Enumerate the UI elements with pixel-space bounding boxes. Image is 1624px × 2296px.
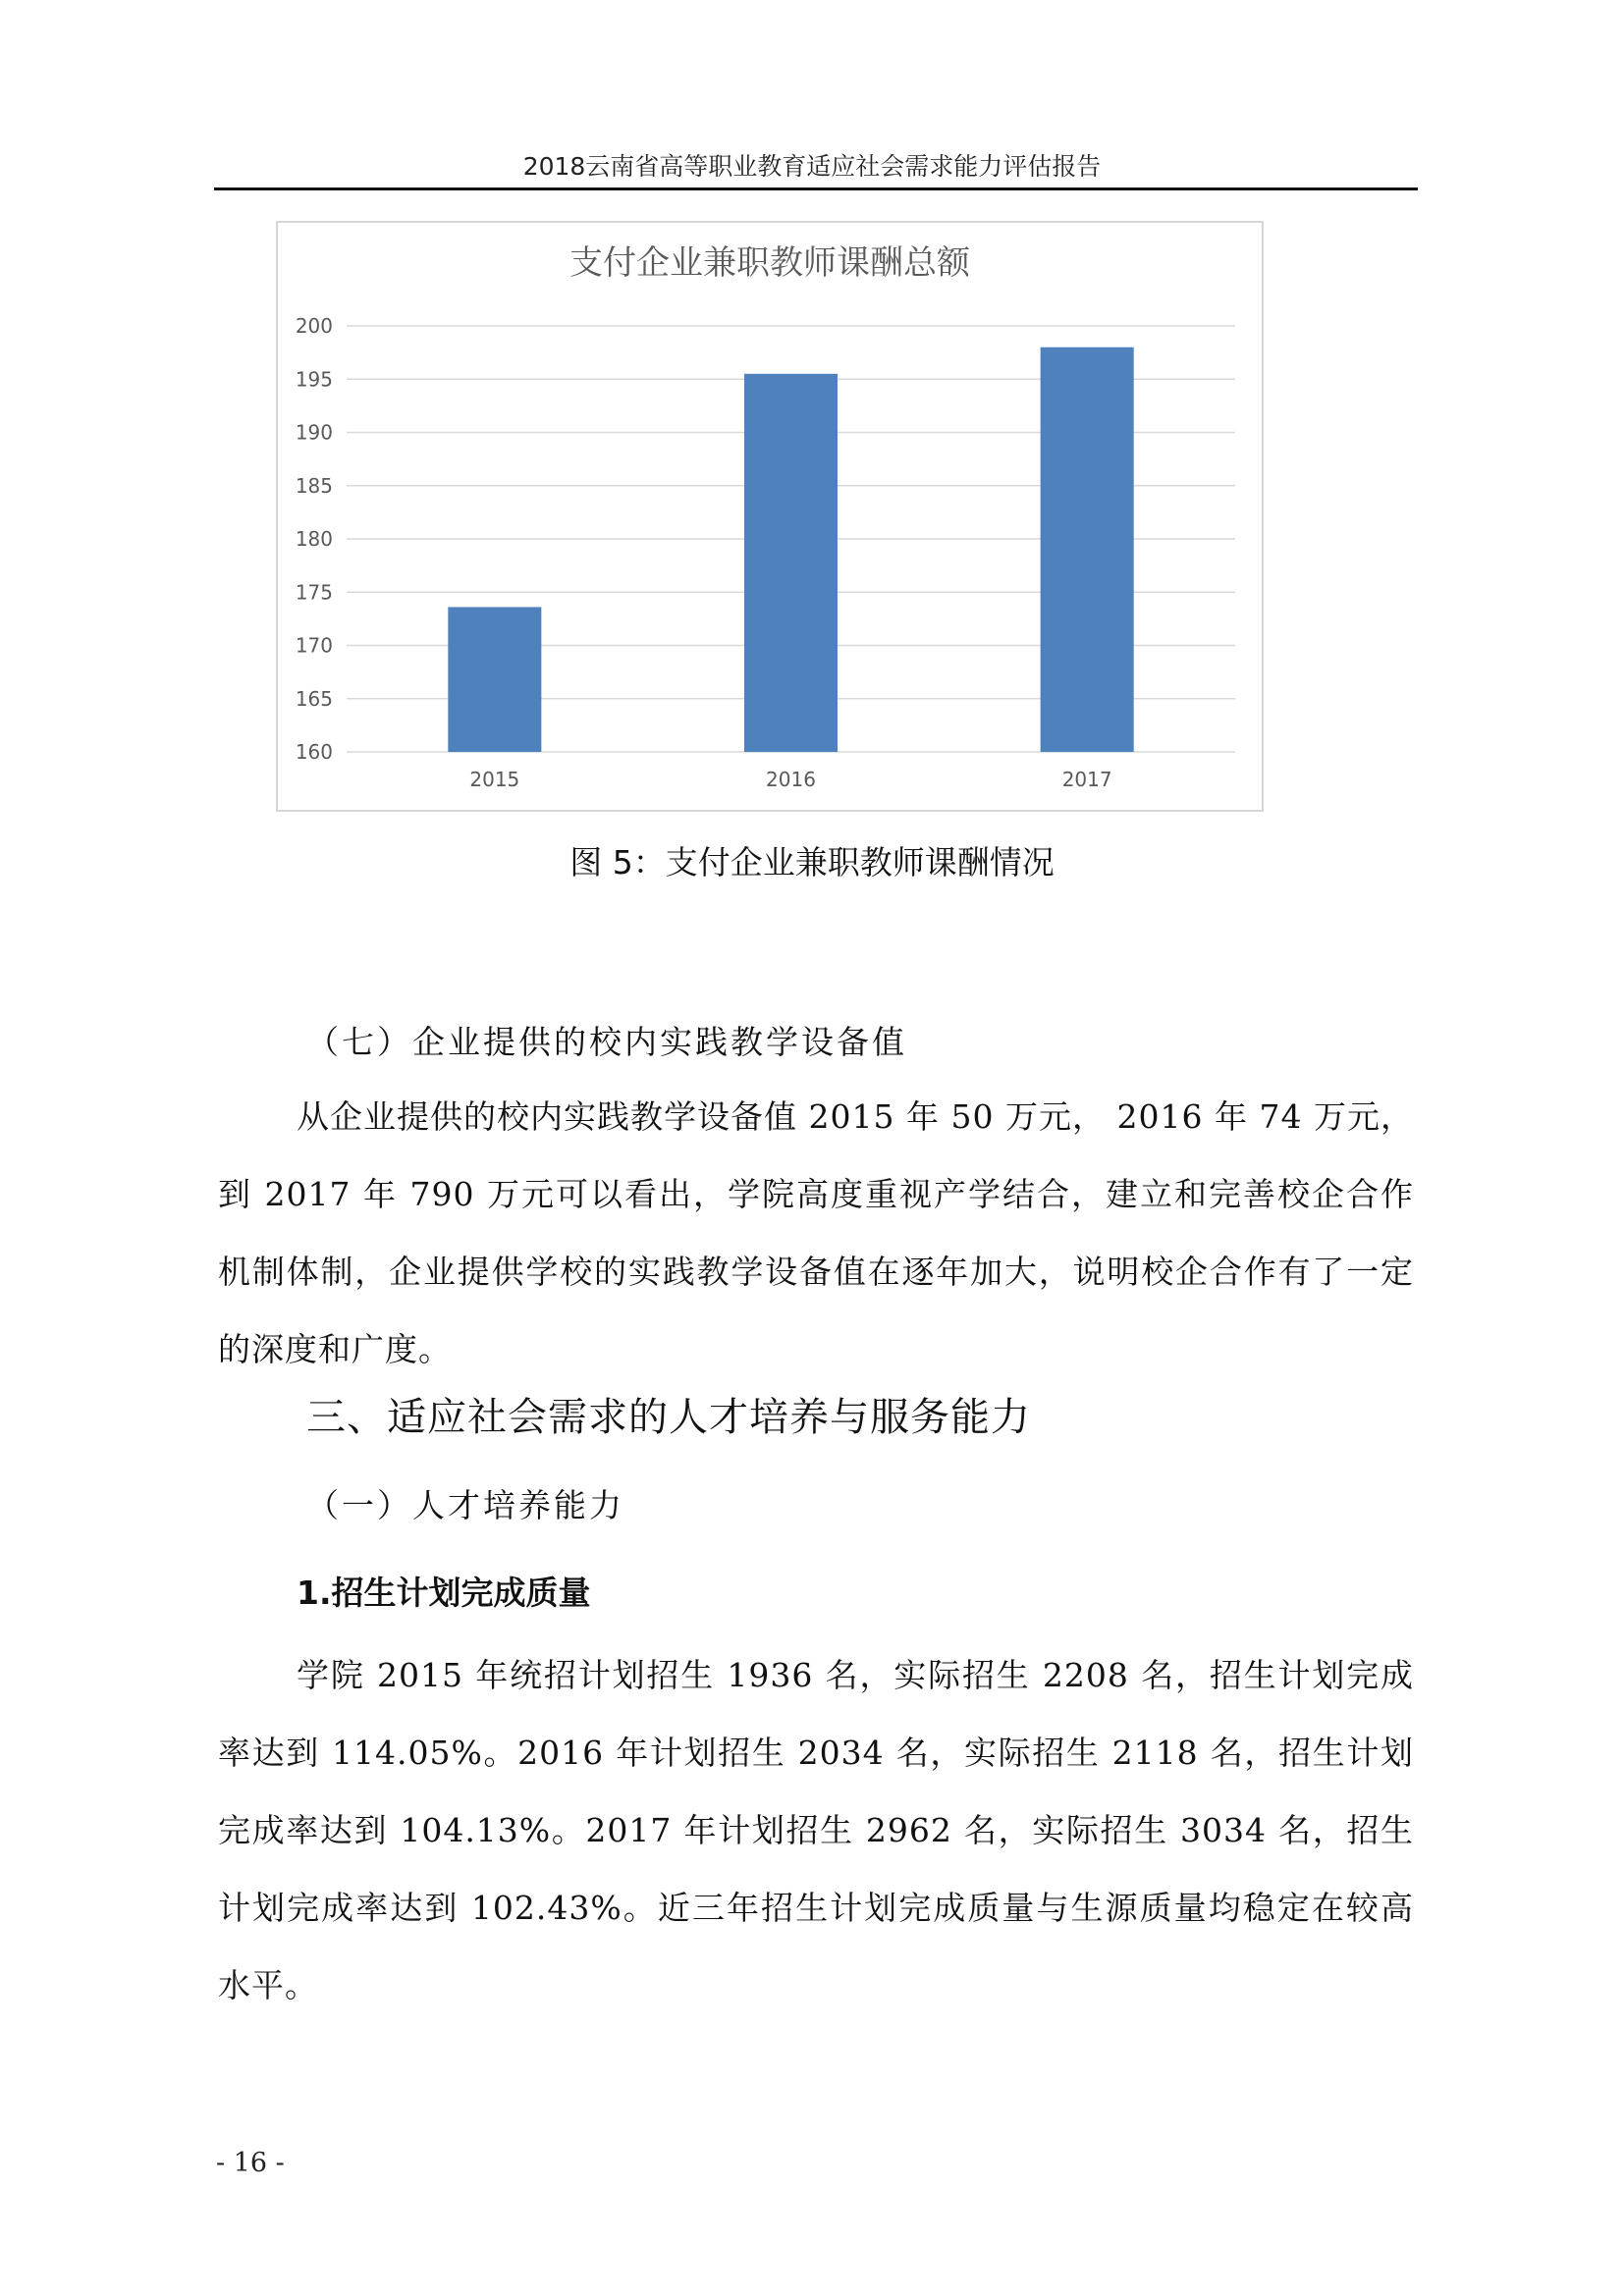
bar-2016 — [744, 374, 838, 752]
subheading-talent-training: （一）人才培养能力 — [306, 1486, 624, 1524]
page-number: - 16 - — [216, 2148, 285, 2178]
y-tick-label: 160 — [295, 740, 333, 764]
y-tick-label: 200 — [295, 314, 333, 338]
figure-caption: 图 5：支付企业兼职教师课酬情况 — [569, 843, 1055, 881]
x-tick-label: 2015 — [469, 768, 520, 791]
bar-2017 — [1041, 347, 1134, 752]
paragraph-enrollment: 学院 2015 年统招计划招生 1936 名，实际招生 2208 名，招生计划完成率达到 114.05%。2016 年计划招生 2034 名，实际招生 2118 名，招生计划完成率达到 104.13%。2017 年计划招生 2962 名，实际招生 3034 名，招生计划完成率达到 102.43%。近三年招生计划完成质量与生源质量均稳定在较高水平。 — [218, 1656, 1414, 2004]
section-heading-3: 三、适应社会需求的人才培养与服务能力 — [306, 1395, 1031, 1440]
y-tick-label: 170 — [295, 633, 333, 658]
y-tick-label: 175 — [295, 580, 333, 605]
x-tick-label: 2017 — [1061, 768, 1112, 791]
y-tick-label: 185 — [295, 473, 333, 498]
paragraph-equipment-value: 从企业提供的校内实践教学设备值 2015 年 50 万元， 2016 年 74 万元，到 2017 年 790 万元可以看出，学院高度重视产学结合，建立和完善校企合作机制体制，企业提供学校的实践教学设备值在逐年加大，说明校企合作有了一定的深度和广度。 — [218, 1097, 1414, 1368]
y-tick-label: 165 — [295, 686, 333, 711]
chart-svg — [278, 223, 1262, 810]
chart-title: 支付企业兼职教师课酬总额 — [569, 243, 970, 283]
subheading-section-7: （七）企业提供的校内实践教学设备值 — [306, 1023, 907, 1061]
bar-chart — [276, 221, 1264, 812]
header-rule — [214, 187, 1418, 190]
heading-enrollment-plan: 1.招生计划完成质量 — [297, 1574, 591, 1612]
y-tick-label: 180 — [295, 527, 333, 551]
y-tick-label: 195 — [295, 367, 333, 392]
page-header-title: 2018云南省高等职业教育适应社会需求能力评估报告 — [522, 152, 1102, 181]
bar-2015 — [448, 607, 541, 752]
x-tick-label: 2016 — [766, 768, 816, 791]
y-tick-label: 190 — [295, 420, 333, 445]
